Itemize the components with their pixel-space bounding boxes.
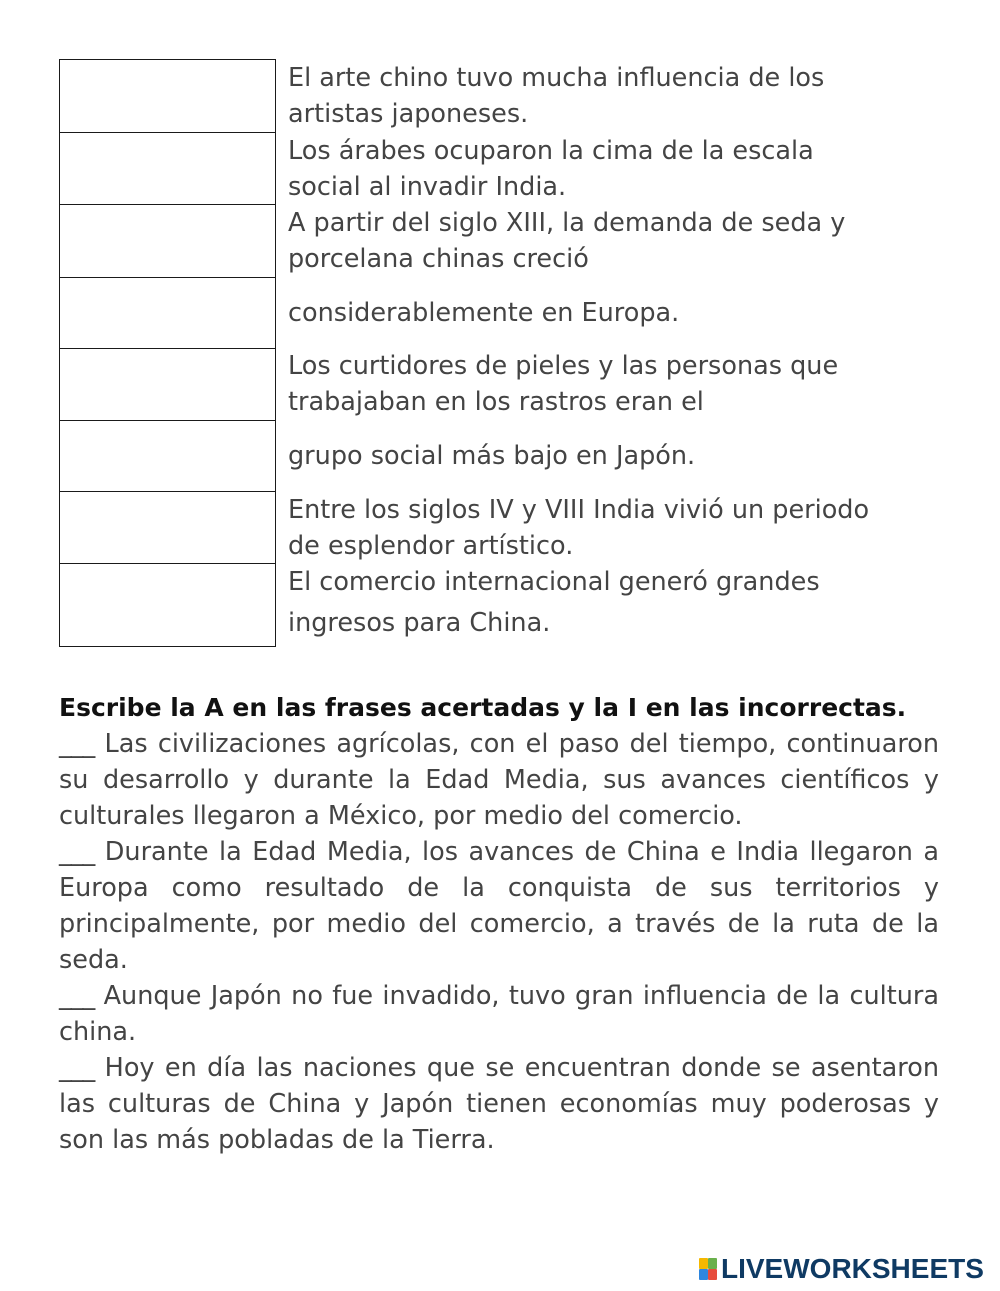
answer-box-3[interactable]: [59, 204, 276, 278]
answer-box-1[interactable]: [59, 59, 276, 133]
answer-input-8[interactable]: [60, 564, 279, 648]
answer-box-5[interactable]: [59, 348, 276, 421]
liveworksheets-logo-icon: [699, 1258, 717, 1280]
true-false-item-2: ___ Durante la Edad Media, los avances de China e India llegaron a Europa como resultado de la conquista de sus territorios y principalmente, por medio del comercio, a través de la ruta de la seda.: [59, 837, 940, 975]
true-false-item-4: ___ Hoy en día las naciones que se encuentran donde se asentaron las culturas de China y Japón tienen economías muy poderosas y son las más pobladas de la Tierra.: [59, 1053, 939, 1155]
statement-1: El arte chino tuvo mucha influencia de los artistas japoneses.: [288, 63, 825, 129]
true-false-item-3: ___ Aunque Japón no fue invadido, tuvo gran influencia de la cultura china.: [59, 981, 939, 1047]
statement-2: Los árabes ocuparon la cima de la escala social al invadir India.: [288, 136, 814, 202]
answer-box-7[interactable]: [59, 491, 276, 564]
statement-6: grupo social más bajo en Japón.: [288, 441, 696, 471]
true-false-item-1: ___ Las civilizaciones agrícolas, con el paso del tiempo, continuaron su desarrollo y durante la Edad Media, sus avances científicos y culturales llegaron a México, por medio del comercio.: [59, 729, 940, 831]
answer-input-3[interactable]: [60, 205, 279, 279]
true-false-section: [59, 690, 939, 1158]
brand-text: LIVEWORKSHEETS: [721, 1253, 984, 1284]
statement-5: Los curtidores de pieles y las personas que trabajaban en los rastros eran el: [288, 351, 839, 417]
liveworksheets-brand: [699, 1253, 984, 1284]
answer-blank-4[interactable]: ___: [59, 1053, 95, 1083]
answer-box-8[interactable]: [59, 563, 276, 647]
statement-4: considerablemente en Europa.: [288, 298, 680, 328]
statement-8: El comercio internacional generó grandes ingresos para China.: [288, 567, 820, 638]
answer-input-6[interactable]: [60, 421, 279, 493]
answer-input-1[interactable]: [60, 60, 279, 134]
answer-box-4[interactable]: [59, 277, 276, 349]
answer-box-6[interactable]: [59, 420, 276, 492]
answer-input-2[interactable]: [60, 133, 279, 206]
statement-7: Entre los siglos IV y VIII India vivió un periodo de esplendor artístico.: [288, 495, 870, 561]
answer-input-5[interactable]: [60, 349, 279, 422]
statement-3: A partir del siglo XIII, la demanda de seda y porcelana chinas creció: [288, 208, 846, 274]
answer-input-4[interactable]: [60, 278, 279, 350]
answer-blank-1[interactable]: ___: [59, 729, 95, 759]
answer-box-2[interactable]: [59, 132, 276, 205]
answer-blank-3[interactable]: ___: [59, 981, 95, 1011]
answer-blank-2[interactable]: ___: [59, 837, 95, 867]
answer-input-7[interactable]: [60, 492, 279, 565]
section-title: Escribe la A en las frases acertadas y la I en las incorrectas.: [59, 693, 907, 722]
